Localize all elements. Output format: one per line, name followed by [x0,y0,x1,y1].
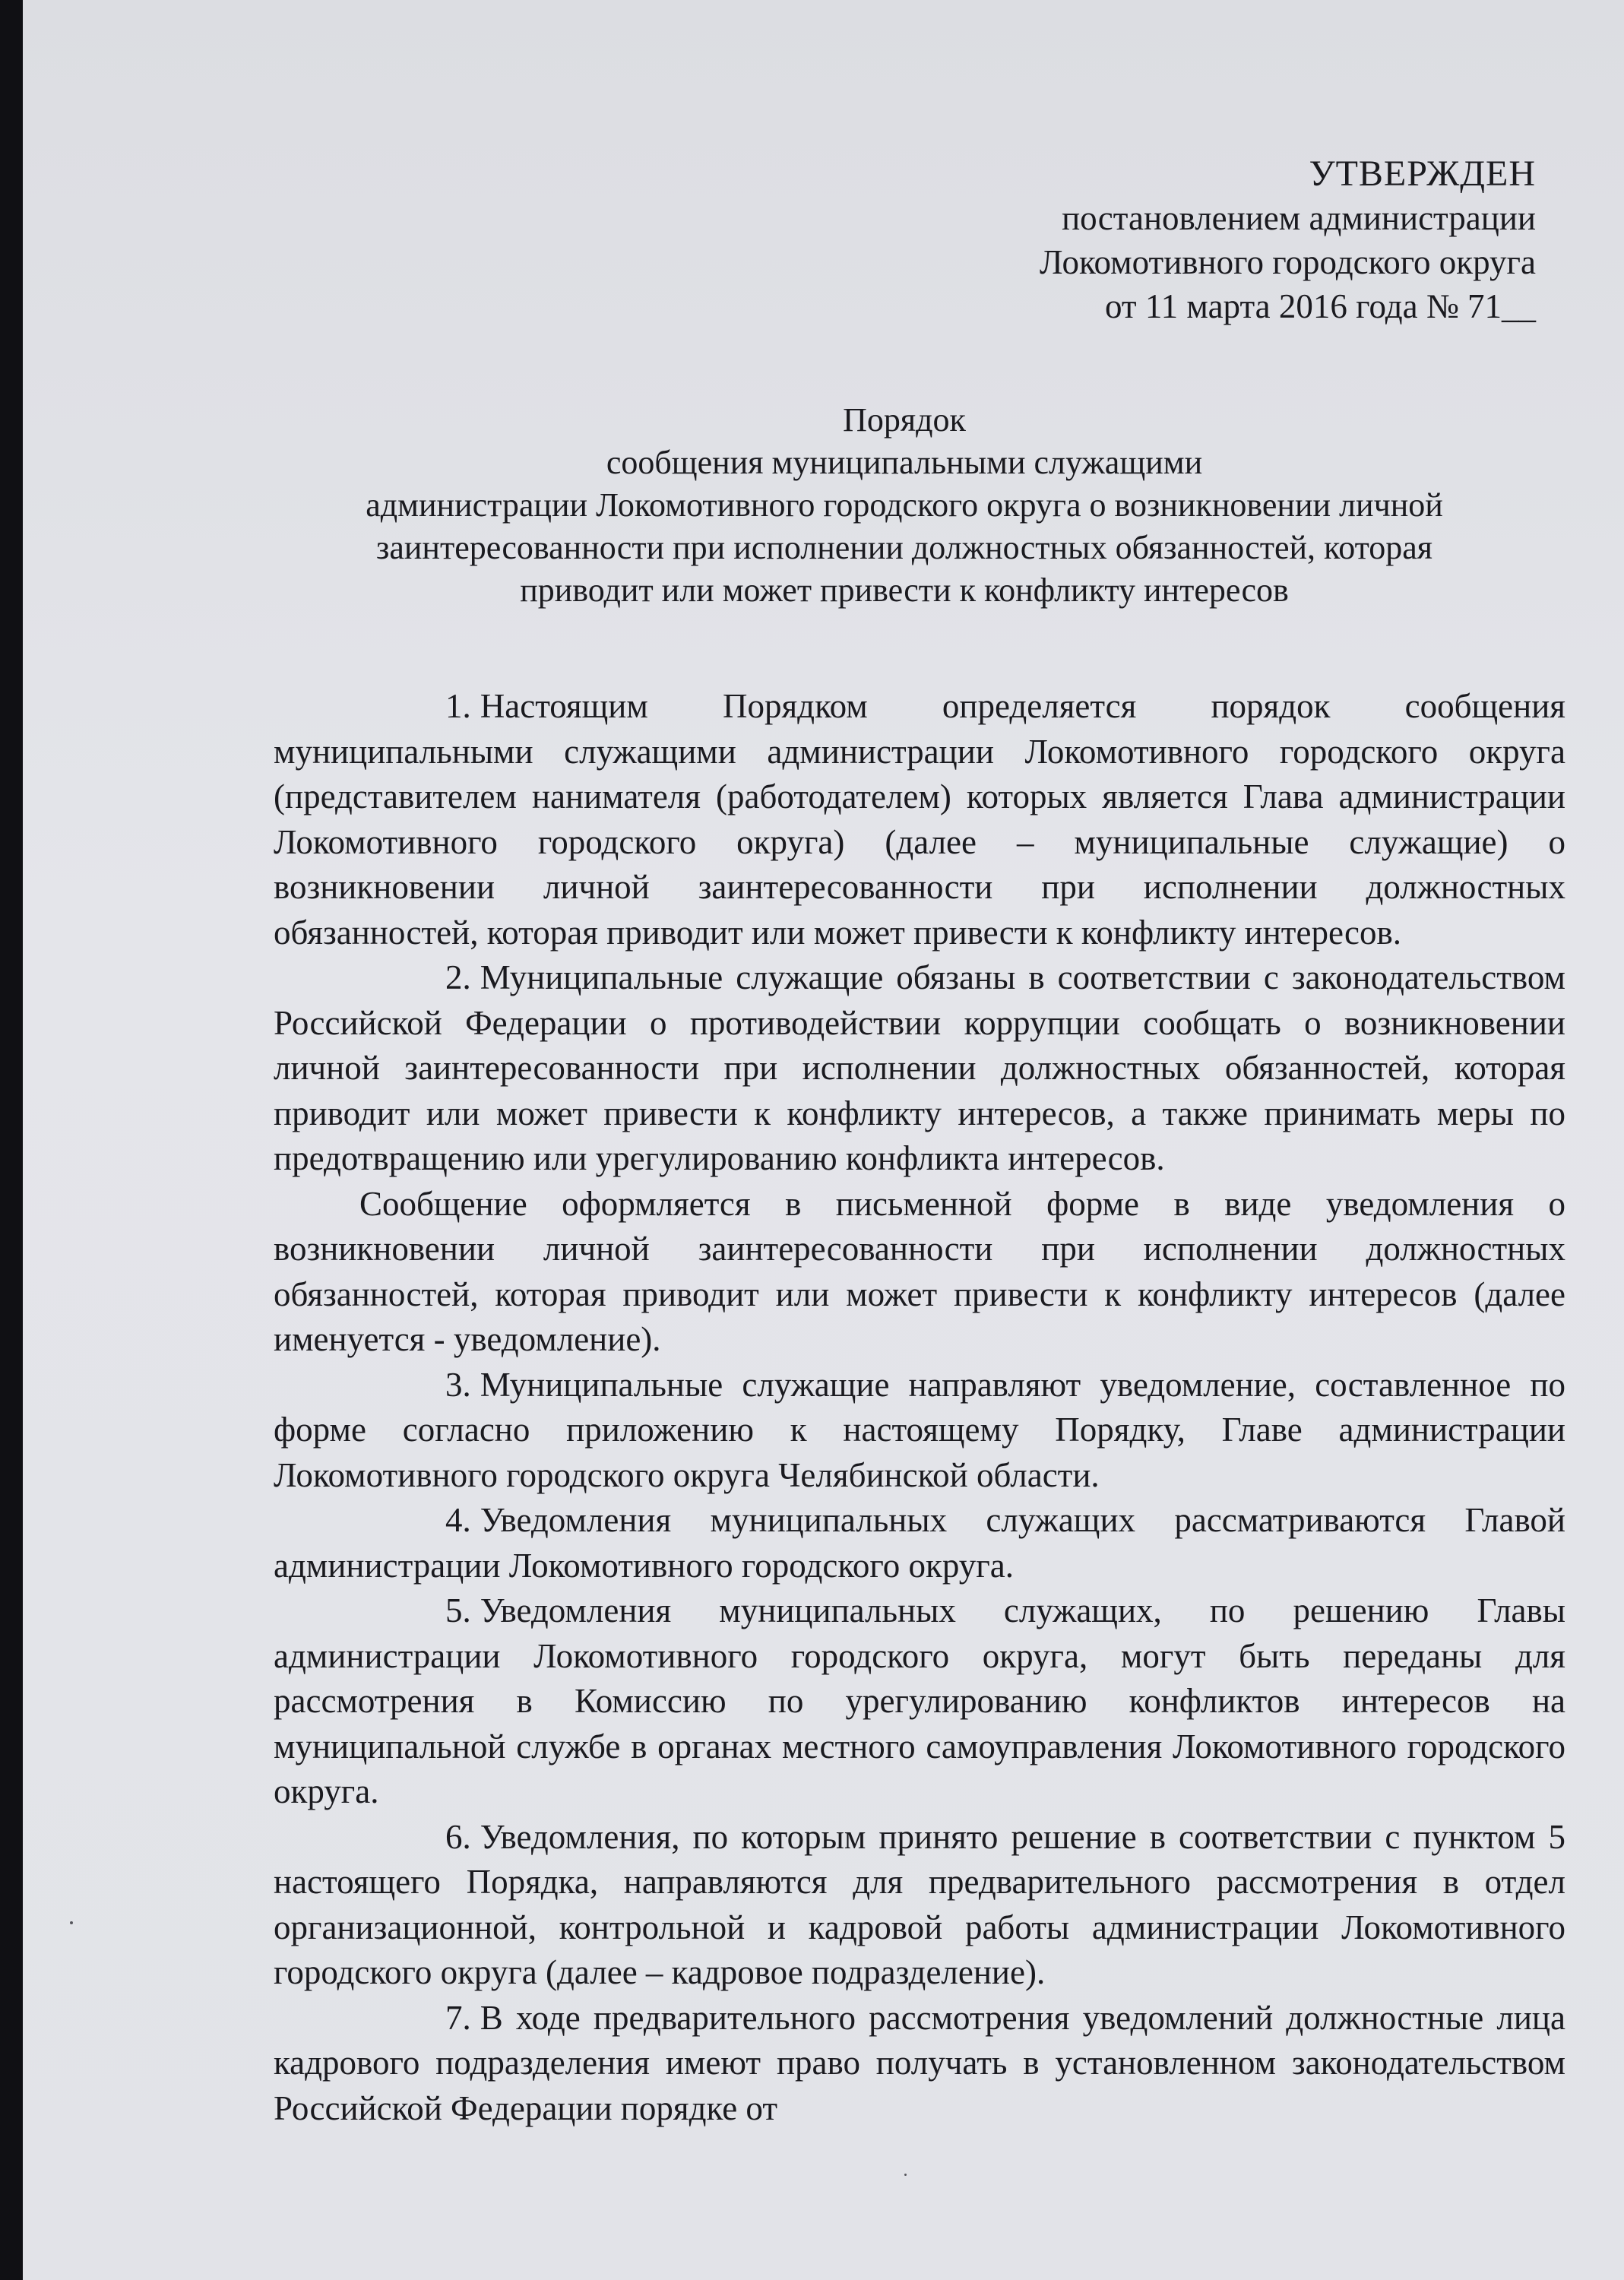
paragraph-4 [274,1498,1565,1588]
approval-stamp-block [1040,152,1536,328]
paragraph-7 [274,1996,1565,2132]
title-line-5: приводит или может привести к конфликту интересов [520,572,1289,609]
approval-line-3: от 11 марта 2016 года № 71__ [1105,287,1536,325]
paragraph-text: Уведомления муниципальных служащих рассматриваются Главой администрации Локомотивного городского округа. [274,1501,1565,1585]
paragraph-text: Муниципальные служащие обязаны в соответствии с законодательством Российской Федерации о противодействии коррупции сообщать о возникновении личной заинтересованности при исполнении должностных обязанностей, которая приводит или может привести к конфликту интересов, а также принимать меры по предотвращению или урегулированию конфликта интересов. [274,958,1565,1177]
scan-speck [70,1921,73,1924]
paragraph-text: Муниципальные служащие направляют уведомление, составленное по форме согласно приложению к настоящему Порядку, Главе администрации Локомотивного городского округа Челябинской области. [274,1365,1565,1494]
paragraph-6 [274,1815,1565,1996]
paragraph-1 [274,684,1565,955]
approval-line-2: Локомотивного городского округа [1040,243,1536,281]
paragraph-5 [274,1588,1565,1815]
title-line-3: администрации Локомотивного городского округа о возникновении личной [366,486,1443,524]
paragraph-number: 2. [445,958,471,996]
paragraph-number: 3. [445,1365,471,1404]
paragraph-text: Уведомления муниципальных служащих, по решению Главы администрации Локомотивного городского округа, могут быть переданы для рассмотрения в Комиссию по урегулированию конфликтов интересов на муниципальной службе в органах местного самоуправления Локомотивного городского округа. [274,1591,1565,1810]
paragraph-3 [274,1363,1565,1499]
paragraph-number: 5. [445,1591,471,1629]
paragraph-text: Уведомления, по которым принято решение в соответствии с пунктом 5 настоящего Порядка, направляются для предварительного рассмотрения в отдел организационной, контрольной и кадровой работы администрации Локомотивного городского округа (далее – кадровое подразделение). [274,1817,1565,1991]
paragraph-text: Настоящим Порядком определяется порядок сообщения муниципальными служащими администрации Локомотивного городского округа (представителем нанимателя (работодателем) которых является Глава администрации Локомотивного городского округа) (далее – муниципальные служащие) о возникновении личной заинтересованности при исполнении должностных обязанностей, которая приводит или может привести к конфликту интересов. [274,687,1565,952]
scan-dark-edge [0,0,23,2280]
title-line-1: Порядок [843,401,966,439]
paragraph-number: 4. [445,1501,471,1539]
paragraph-2 [274,955,1565,1182]
paragraph-number: 6. [445,1817,471,1856]
document-title [236,399,1573,612]
title-line-2: сообщения муниципальными служащими [606,444,1203,481]
paragraph-text: В ходе предварительного рассмотрения уведомлений должностные лица кадрового подразделения имеют право получать в установленном законодательством Российской Федерации порядке от [274,1998,1565,2127]
scan-speck [904,2174,907,2176]
paragraph-2-continued [274,1182,1565,1363]
document-page [23,0,1624,2280]
paragraph-number: 1. [445,687,471,725]
paragraph-text: Сообщение оформляется в письменной форме в виде уведомления о возникновении личной заинтересованности при исполнении должностных обязанностей, которая приводит или может привести к конфликту интересов (далее именуется - уведомление). [274,1184,1565,1358]
paragraph-number: 7. [445,1998,471,2037]
approval-line-1: постановлением администрации [1062,199,1536,237]
approved-heading: УТВЕРЖДЕН [1309,154,1536,194]
document-body [274,684,1565,2131]
title-line-4: заинтересованности при исполнении должностных обязанностей, которая [375,529,1433,566]
